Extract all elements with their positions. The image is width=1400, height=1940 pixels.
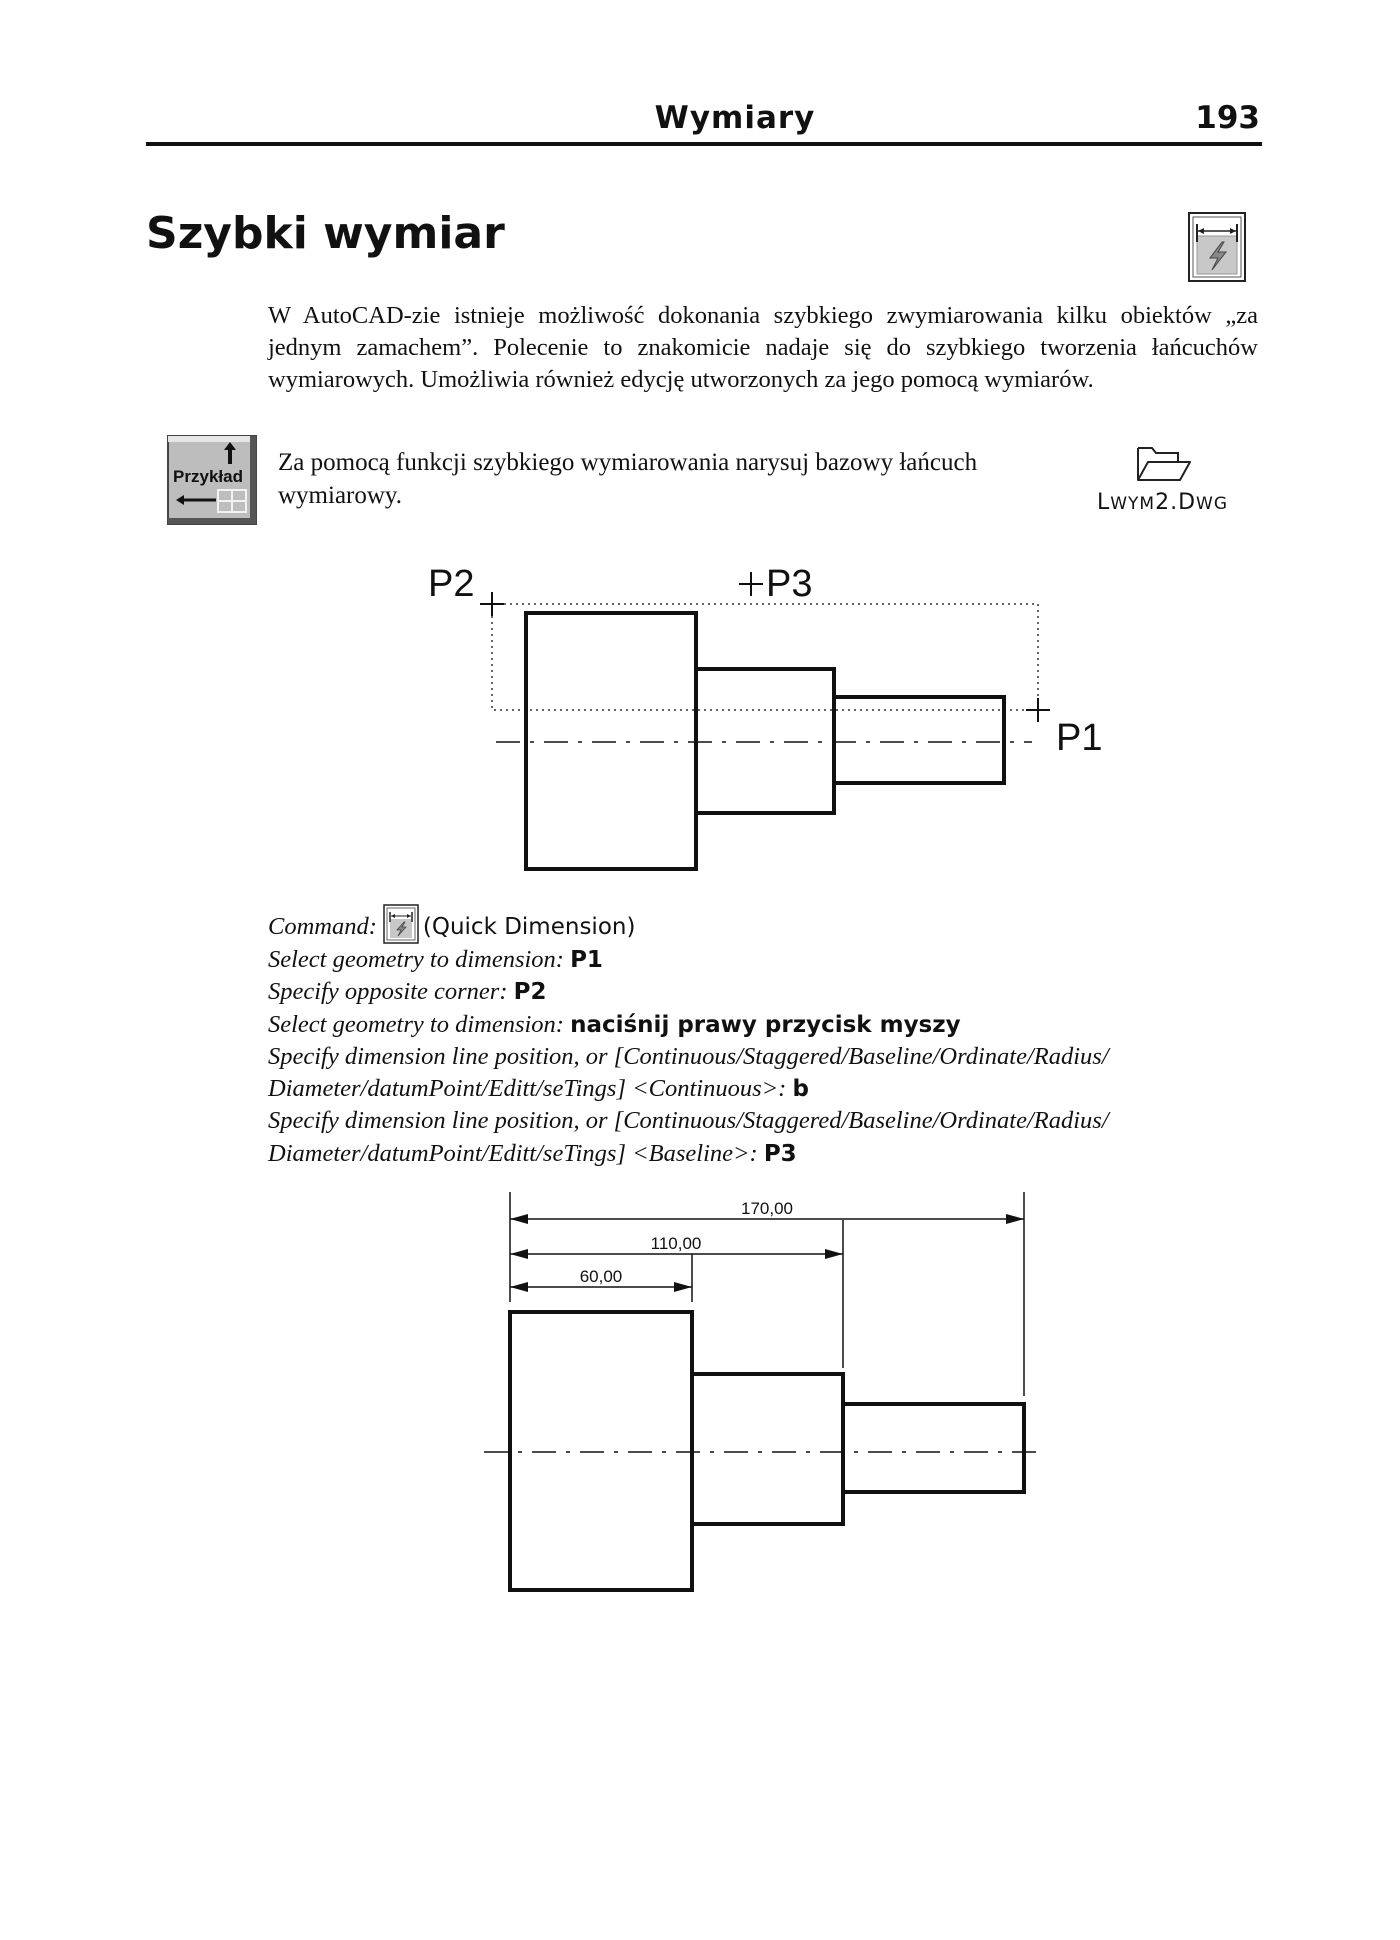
page-number: 193 xyxy=(1195,100,1260,136)
quick-dimension-icon xyxy=(383,904,419,944)
dimension-text-60: 60,00 xyxy=(579,1267,623,1286)
label-p3: P3 xyxy=(766,563,813,605)
label-p1: P1 xyxy=(1056,717,1103,759)
command-line-8: Diameter/datumPoint/Editt/seTings] <Baseline>: P3 xyxy=(268,1139,797,1167)
pick-mark-p1 xyxy=(1026,698,1050,722)
command-line-2: Select geometry to dimension: P1 xyxy=(268,946,603,973)
selection-window xyxy=(492,604,1038,710)
example-instruction: Za pomocą funkcji szybkiego wymiarowania narysuj bazowy łańcuch wymiarowy. xyxy=(278,449,978,509)
command-line-7: Specify dimension line position, or [Continuous/Staggered/Baseline/Ordinate/Radius/ xyxy=(268,1107,1109,1135)
section-title: Szybki wymiar xyxy=(146,208,505,259)
command-line-6: Diameter/datumPoint/Editt/seTings] <Continuous>: b xyxy=(268,1075,809,1103)
quick-dimension-icon xyxy=(1188,212,1246,282)
pick-mark-p2 xyxy=(480,592,504,616)
label-p2: P2 xyxy=(428,563,475,605)
command-line-3: Specify opposite corner: P2 xyxy=(268,978,547,1006)
dimension-170 xyxy=(510,1199,1024,1224)
shaft-outline xyxy=(526,613,1004,869)
folder-icon xyxy=(1134,442,1194,484)
header-rule xyxy=(146,142,1262,146)
example-badge-label: Przykład xyxy=(173,467,243,486)
dimension-text-110: 110,00 xyxy=(650,1234,702,1253)
shaft-outline xyxy=(510,1312,1024,1590)
dimension-text-170: 170,00 xyxy=(741,1199,793,1218)
extension-lines xyxy=(510,1192,1024,1396)
command-line-4: Select geometry to dimension: naciśnij prawy przycisk myszy xyxy=(268,1010,961,1038)
command-line-5: Specify dimension line position, or [Continuous/Staggered/Baseline/Ordinate/Radius/ xyxy=(268,1042,1109,1070)
selection-drawing xyxy=(400,550,1120,880)
intro-paragraph: W AutoCAD-zie istnieje możliwość dokonania szybkiego zwymiarowania kilku obiektów „za jednym zamachem”. Polecenie to znakomicie nadaje się do szybkiego tworzenia łańcuchów wymiarowych. Umożliwia również edycję utworzonych za jego pomocą wymiarów. xyxy=(268,302,1258,393)
dimension-60 xyxy=(510,1267,692,1292)
pick-mark-p3 xyxy=(739,572,763,596)
running-header-title: Wymiary xyxy=(654,100,816,136)
example-badge-icon xyxy=(166,434,258,526)
command-sequence xyxy=(268,904,1268,1170)
dimensioned-drawing xyxy=(470,1192,1050,1592)
command-line-1: Command: (Quick Dimension) xyxy=(268,904,1268,944)
dimension-110 xyxy=(510,1234,843,1259)
file-name: LWYM2.DWG xyxy=(1096,490,1229,515)
